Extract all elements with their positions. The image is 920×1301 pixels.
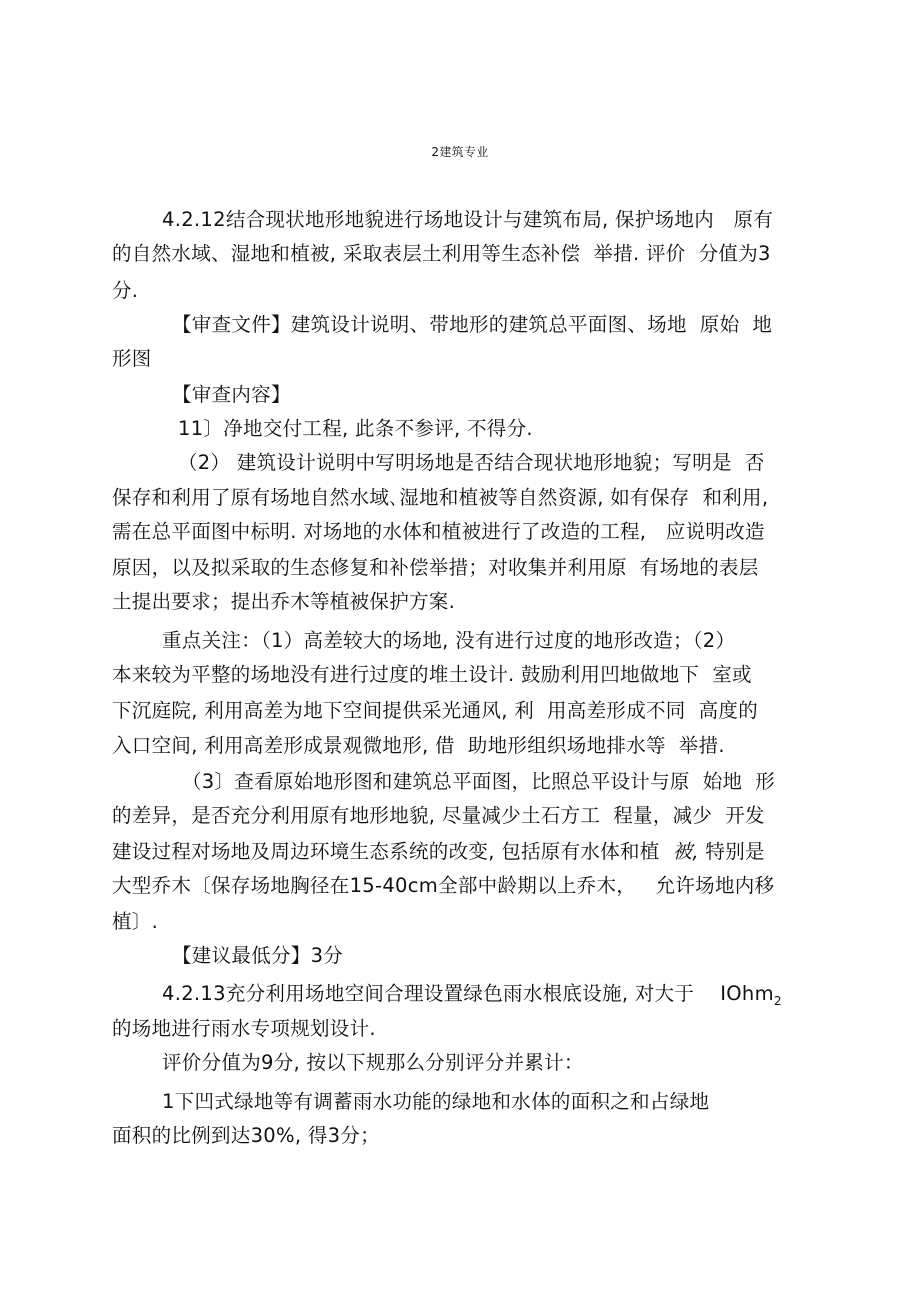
focus-line: 本来较为平整的场地没有进行过度的堆土设计. 鼓励利用凹地做地下 室或 xyxy=(112,663,752,686)
review-item-3-text: 特别是 xyxy=(698,840,765,863)
review-item-3-line: 的差异，是否充分利用原有地形地貌, 尽量减少土石方工 程量，减少 开发 xyxy=(112,804,765,827)
clause-4-2-13-line xyxy=(162,982,782,1008)
focus-line: 重点关注：（1）高差较大的场地, 没有进行过度的地形改造；（2） xyxy=(162,629,736,652)
focus-line: 下沉庭院, 利用高差为地下空间提供采光通风, 利 用高差形成不同 高度的 xyxy=(112,699,758,722)
clause-4-2-12-line: 的自然水域、湿地和植被, 采取表层土利用等生态补偿 举措. 评价 分值为3 xyxy=(112,242,771,265)
review-item-1: 11〕净地交付工程, 此条不参评, 不得分. xyxy=(178,417,533,440)
review-item-2-line: （2） 建筑设计说明中写明场地是否结合现状地形地貌；写明是 否 xyxy=(178,451,765,474)
scoring-item-1-line: 1下凹式绿地等有调蓄雨水功能的绿地和水体的面积之和占绿地 xyxy=(162,1090,710,1113)
clause-4-2-13-line: 的场地进行雨水专项规划设计. xyxy=(112,1017,376,1040)
clause-4-2-12-line: 4.2.12结合现状地形地貌进行场地设计与建筑布局, 保护场地内 原有 xyxy=(162,208,774,231)
review-item-2-line: 需在总平面图中标明. 对场地的水体和植被进行了改造的工程, 应说明改造 xyxy=(112,520,765,543)
review-item-3-text: 建设过程对场地及周边环境生态系统的改变, 包括原有水体和植 xyxy=(112,840,673,863)
clause-4-2-12-line: 分. xyxy=(112,279,139,302)
focus-line: 入口空间, 利用高差形成景观微地形, 借 助地形组织场地排水等 举措. xyxy=(112,734,725,757)
review-item-3-line: 大型乔木〔保存场地胸径在15-40cm全部中龄期以上乔木， 允许场地内移 xyxy=(112,874,775,897)
section-title: 2建筑专业 xyxy=(431,145,489,159)
review-item-3-line xyxy=(112,842,765,862)
review-content-heading: 【审查内容】 xyxy=(172,383,291,406)
review-files-line: 【审查文件】建筑设计说明、带地形的建筑总平面图、场地 原始 地 xyxy=(172,313,773,336)
review-item-2-line: 原因，以及拟采取的生态修复和补偿举措；对收集并利用原 有场地的表层 xyxy=(112,556,759,579)
review-item-3-italic: 被, xyxy=(672,840,699,863)
review-files-line: 形图 xyxy=(112,347,152,370)
scoring-intro: 评价分值为9分, 按以下规那么分别评分并累计： xyxy=(162,1051,584,1074)
review-item-2-line: 土提出要求；提出乔木等植被保护方案. xyxy=(112,590,456,613)
review-item-3-line: 植〕. xyxy=(112,910,159,933)
scoring-item-1-line: 面积的比例到达30%, 得3分； xyxy=(112,1124,380,1147)
review-item-2-line: 保存和利用了原有场地自然水域､湿地和植被等自然资源, 如有保存 和利用, xyxy=(112,486,769,509)
clause-4-2-13-text: 4.2.13充分利用场地空间合理设置绿色雨水根底设施, 对大于 IOhm xyxy=(162,982,774,1005)
review-item-3-line: （3〕查看原始地形图和建筑总平面图，比照总平设计与原 始地 形 xyxy=(182,770,776,793)
min-score: 【建议最低分】3分 xyxy=(172,944,344,967)
area-unit-subscript: 2 xyxy=(773,994,782,1008)
